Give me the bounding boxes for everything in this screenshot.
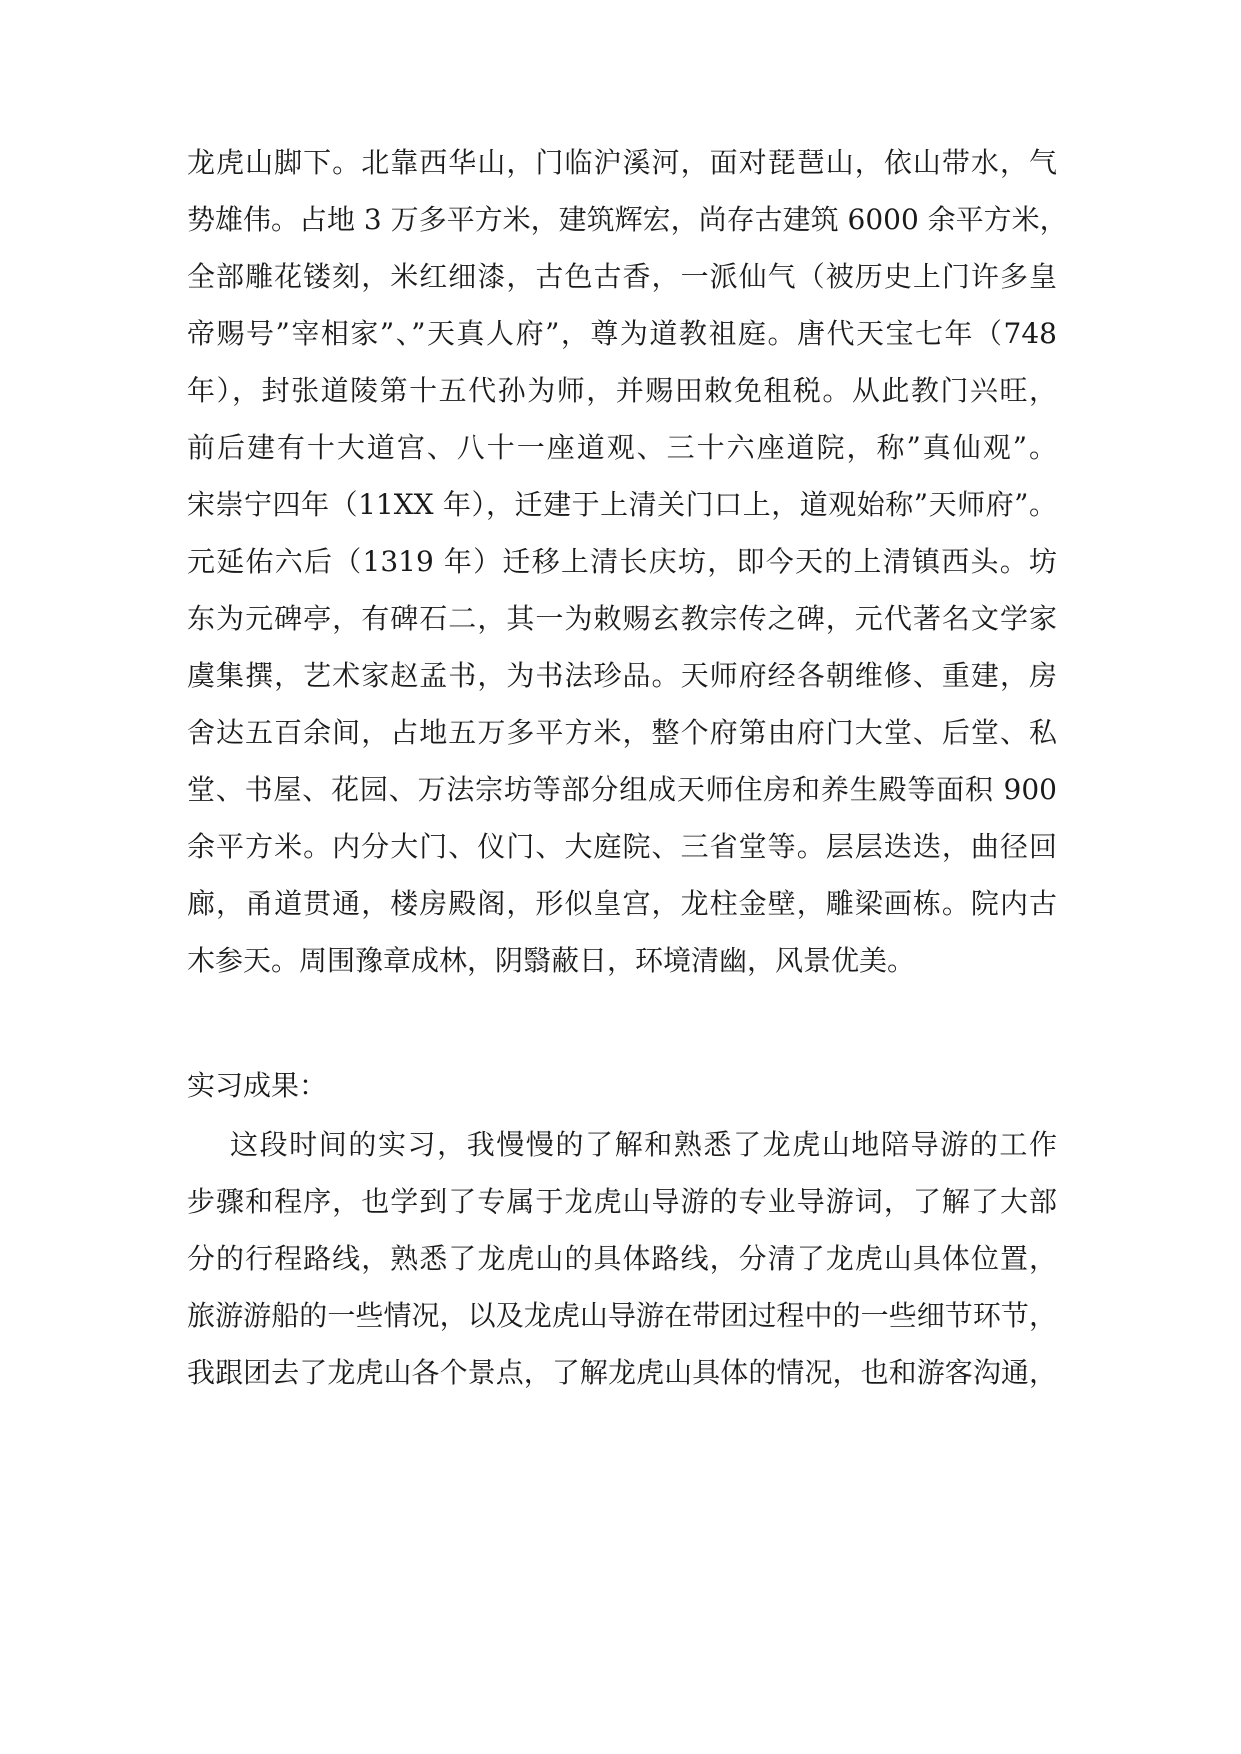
text-line: 势雄伟。占地 3 万多平方米，建筑辉宏，尚存古建筑 6000 余平方米， <box>187 203 1068 236</box>
text-line: 我跟团去了龙虎山各个景点，了解龙虎山具体的情况，也和游客沟通， <box>187 1356 1057 1389</box>
text-line: 这段时间的实习，我慢慢的了解和熟悉了龙虎山地陪导游的工作 <box>230 1128 1057 1161</box>
text-line: 虞集撰，艺术家赵孟书，为书法珍品。天师府经各朝维修、重建，房 <box>187 659 1057 692</box>
text-line: 舍达五百余间，占地五万多平方米，整个府第由府门大堂、后堂、私 <box>187 716 1057 749</box>
text-line: 东为元碑亭，有碑石二，其一为敕赐玄教宗传之碑，元代著名文学家 <box>187 602 1057 635</box>
text-line: 全部雕花镂刻，米红细漆，古色古香，一派仙气（被历史上门许多皇 <box>187 260 1057 293</box>
text-line: 分的行程路线，熟悉了龙虎山的具体路线，分清了龙虎山具体位置， <box>187 1242 1057 1275</box>
text-line: 步骤和程序，也学到了专属于龙虎山导游的专业导游词，了解了大部 <box>187 1185 1057 1218</box>
text-line: 前后建有十大道宫、八十一座道观、三十六座道院，称”真仙观”。 <box>187 431 1057 464</box>
text-line: 旅游游船的一些情况，以及龙虎山导游在带团过程中的一些细节环节， <box>187 1299 1057 1332</box>
text-line: 元延佑六后（1319 年）迁移上清长庆坊，即今天的上清镇西头。坊 <box>187 545 1057 578</box>
text-line: 年），封张道陵第十五代孙为师，并赐田敕免租税。从此教门兴旺， <box>187 374 1057 407</box>
section-heading: 实习成果： <box>187 1069 328 1102</box>
text-line: 堂、书屋、花园、万法宗坊等部分组成天师住房和养生殿等面积 900 <box>187 773 1057 806</box>
text-line: 木参天。周围豫章成林，阴翳蔽日，环境清幽，风景优美。 <box>187 944 916 977</box>
text-line: 龙虎山脚下。北靠西华山，门临沪溪河，面对琵琶山，依山带水，气 <box>187 146 1057 179</box>
text-line: 宋崇宁四年（11XX 年），迁建于上清关门口上，道观始称”天师府”。 <box>187 488 1057 521</box>
text-line: 廊，甬道贯通，楼房殿阁，形似皇宫，龙柱金壁，雕梁画栋。院内古 <box>187 887 1057 920</box>
text-line: 余平方米。内分大门、仪门、大庭院、三省堂等。层层迭迭，曲径回 <box>187 830 1057 863</box>
text-line: 帝赐号”宰相家”、”天真人府”，尊为道教祖庭。唐代天宝七年（748 <box>187 317 1057 350</box>
